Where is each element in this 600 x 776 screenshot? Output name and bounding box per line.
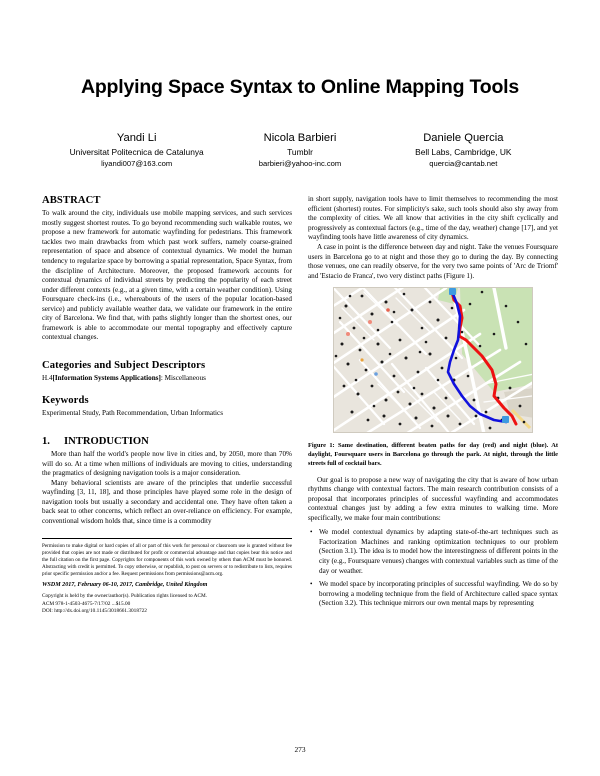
author-affiliation: Tumblr [287,146,313,157]
categories-suffix: : Miscellaneous [160,373,206,382]
author-name: Yandi Li [116,132,157,145]
body-columns [0,195,600,616]
intro-paragraph-2: Many behavioral scientists are aware of the principles that underlie successful wayfinding [3, 11, 18], and those principles have played some role in the design of navigation tools but usually a secondary and accidental one. They have often taken a back seat to other concerns, which reflect an over-reliance on efficiency. For example, conventional wisdom holds that, since time is a commodity [42,478,292,525]
author-list [0,131,600,168]
keywords-heading: Keywords [42,395,89,407]
left-column [42,195,292,616]
copyright-block [42,538,292,616]
copyright-isbn: ACM 978-1-4503-4675-7/17/02 ...$15.00 [42,600,131,607]
map-svg [334,288,533,433]
page-number: 273 [294,745,306,754]
abstract-heading: ABSTRACT [42,195,101,207]
author-email: liyandi007@163.com [101,158,173,168]
author-block-2 [218,131,381,168]
intro-paragraph-3: in short supply, navigation tools have to limit themselves to recommending the most efficient (shortest) routes. For simplicity's sake, such tools should also shy away from the complexity of cities. We all know that activities in the city shift cyclically and progressively as contextual factors (e.g., time of the day, weather) change [17], and yet wayfinding tools have little awareness of city dynamics. [308,195,558,242]
copyright-conference: WSDM 2017, February 06-10, 2017, Cambridge, United Kingdom [42,582,208,589]
figure-caption-text: Same destination, different beaten paths for day (red) and night (blue). At daylight, Foursquare users in Barcelona go through the park. At night, through the little streets full of cocktail bars. [308,442,558,467]
section-number: 1. [42,435,50,447]
list-item: • We model contextual dynamics by adapting state-of-the-art techniques such as Factorization Machines and ranking optimization techniques to our problem (Section 3.1). The idea is to model how the interestingness of different points in the city (e.g., Foursquare venues) changes with contextual variables such as time of the day or weather. [319,528,558,576]
intro-paragraph-5: Our goal is to propose a new way of navigating the city that is aware of how urban rhythms change with contextual factors. The main research contribution consists of a proposal that incorporates principles of successful wayfinding and accommodates contextual changes just by adding a few extra minutes to walking time. More specifically, we make four main contributions: [308,475,558,522]
keywords-text: Experimental Study, Path Recommendation, Urban Informatics [42,409,223,418]
page-title: Applying Space Syntax to Online Mapping Tools [80,76,520,98]
author-block-3 [382,131,545,168]
figure-caption [308,442,558,468]
copyright-divider [42,538,292,539]
map-image [333,287,533,433]
figure-1 [308,287,558,468]
copyright-doi: DOI: http://dx.doi.org/10.1145/3018661.3018722 [42,608,147,615]
introduction-heading [42,436,292,447]
right-column [308,195,558,616]
section-title: INTRODUCTION [64,435,149,447]
abstract-text: To walk around the city, individuals use mobile mapping services, and such services mostly suggest shortest routes. To go beyond recommending such walkable routes, we propose a new framework for automatic wayfinding for pedestrians. This framework tackles two main drawbacks from which past work suffers, namely coarse-grained representation of space and absence of contextual dynamics. We model the human tendency to regularize space by borrowing a spatial representation, Space Syntax, from the discipline of Architecture. Moreover, the proposed framework accounts for contextual dynamics of individual streets by predicting the popularity of each street under different contexts (e.g., at a given time, with a certain weather condition). Using Foursquare check-ins (i.e., whereabouts of the users of the popular location-based service) and publicly available weather data, we validate our framework in the entire city of Barcelona. We find that, with paths slightly longer than the shortest ones, our framework is able to accommodate our mental topography and effectively capture contextual changes. [42,209,292,342]
categories-heading: Categories and Subject Descriptors [42,359,206,371]
author-name: Daniele Quercia [423,132,504,145]
author-block-1 [55,131,218,168]
list-item: • We model space by incorporating principles of successful wayfinding. We do so by borrowing a modeling technique from the field of Architecture called space syntax (Section 3.2). This technique mirrors our own mental maps by representing [319,580,558,609]
categories-code: H.4 [42,373,53,382]
author-email: quercia@cantab.net [429,158,498,168]
copyright-permission: Permission to make digital or hard copies of all or part of this work for personal or classroom use is granted without fee provided that copies are not made or distributed for profit or commercial advantage and that copies bear this notice and the full citation on the first page. Copyrights for components of this work owned by others than ACM must be honored. Abstracting with credit is permitted. To copy otherwise, or republish, to post on servers or to redistribute to lists, requires prior specific permission and/or a fee. Request permissions from permissions@acm.org. [42,543,292,578]
categories-text [42,374,292,384]
author-email: barbieri@yahoo-inc.com [258,158,342,168]
contribution-list [308,528,558,608]
copyright-held-by: Copyright is held by the owner/author(s). Publication rights licensed to ACM. [42,593,208,600]
intro-paragraph-4: A case in point is the difference between day and night. Take the venues Foursquare users in Barcelona go to at night and those they go to during the day. By connecting those venues, one can readily observe, for the very two same points of 'Arc de Triomf' and 'Estacio de Franca', two very distinct paths (Figure 1). [308,242,558,280]
author-name: Nicola Barbieri [263,132,337,145]
author-affiliation: Universitat Politecnica de Catalunya [69,146,204,157]
author-affiliation: Bell Labs, Cambridge, UK [415,146,512,157]
intro-paragraph-1: More than half the world's people now live in cities and, by 2050, more than 70% will do so. At a time when millions of individuals are moving to cities, understanding the pragmatics of designing navigation tools is a major consideration. [42,449,292,478]
figure-label: Figure 1: [308,442,335,450]
categories-bracket: [Information Systems Applications] [52,373,161,382]
